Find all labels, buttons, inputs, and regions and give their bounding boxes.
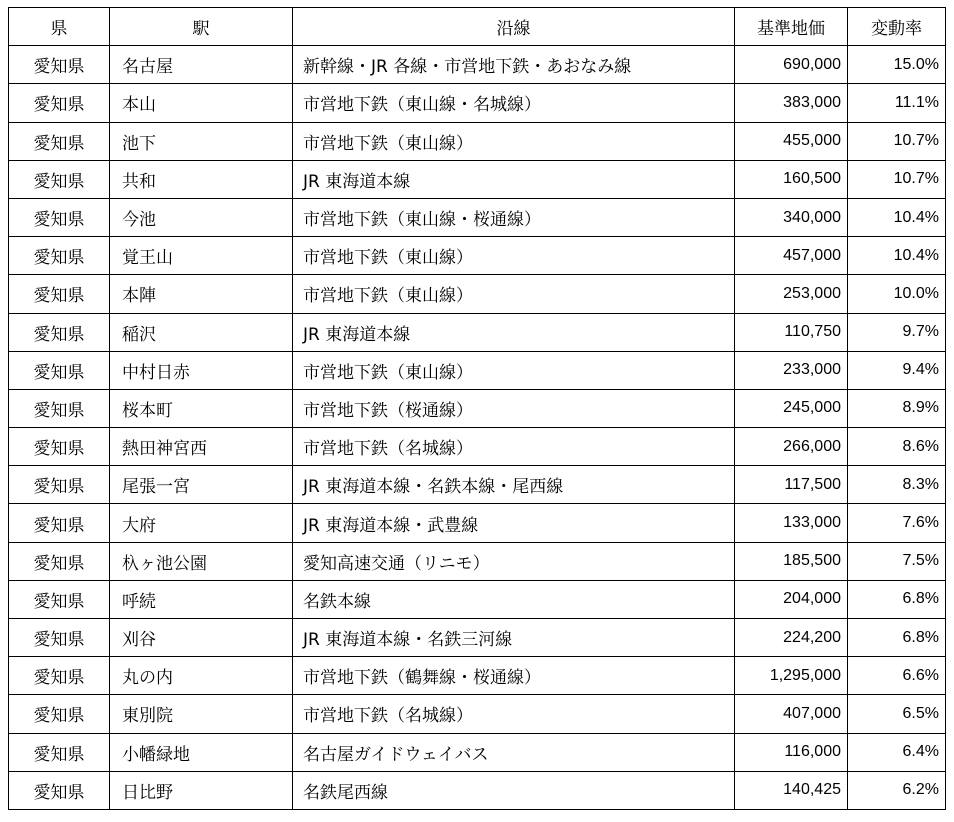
header-base-land-price: 基準地価 [735, 8, 848, 46]
cell-station: 丸の内 [110, 657, 293, 695]
cell-line: 市営地下鉄（東山線） [293, 275, 735, 313]
header-line: 沿線 [293, 8, 735, 46]
cell-line: 市営地下鉄（東山線） [293, 351, 735, 389]
cell-prefecture: 愛知県 [9, 466, 110, 504]
cell-station: 大府 [110, 504, 293, 542]
cell-station: 呼続 [110, 580, 293, 618]
cell-base-land-price: 140,425 [735, 771, 848, 809]
cell-line: JR 東海道本線 [293, 160, 735, 198]
cell-station: 小幡緑地 [110, 733, 293, 771]
cell-change-rate: 6.5% [848, 695, 946, 733]
cell-station: 杁ヶ池公園 [110, 542, 293, 580]
cell-prefecture: 愛知県 [9, 504, 110, 542]
table-row [9, 619, 946, 657]
cell-station: 共和 [110, 160, 293, 198]
cell-prefecture: 愛知県 [9, 198, 110, 236]
table-row [9, 771, 946, 809]
cell-base-land-price: 1,295,000 [735, 657, 848, 695]
header-change-rate: 変動率 [848, 8, 946, 46]
cell-base-land-price: 185,500 [735, 542, 848, 580]
cell-prefecture: 愛知県 [9, 657, 110, 695]
cell-change-rate: 8.9% [848, 389, 946, 427]
cell-base-land-price: 253,000 [735, 275, 848, 313]
cell-change-rate: 9.7% [848, 313, 946, 351]
header-station: 駅 [110, 8, 293, 46]
cell-base-land-price: 383,000 [735, 84, 848, 122]
cell-change-rate: 10.7% [848, 122, 946, 160]
cell-prefecture: 愛知県 [9, 237, 110, 275]
table-row [9, 160, 946, 198]
cell-change-rate: 8.6% [848, 428, 946, 466]
cell-prefecture: 愛知県 [9, 580, 110, 618]
cell-line: 名古屋ガイドウェイバス [293, 733, 735, 771]
cell-change-rate: 10.4% [848, 198, 946, 236]
cell-prefecture: 愛知県 [9, 351, 110, 389]
cell-prefecture: 愛知県 [9, 160, 110, 198]
header-prefecture: 県 [9, 8, 110, 46]
table-row [9, 504, 946, 542]
cell-base-land-price: 204,000 [735, 580, 848, 618]
cell-change-rate: 9.4% [848, 351, 946, 389]
cell-base-land-price: 110,750 [735, 313, 848, 351]
table-row [9, 695, 946, 733]
cell-station: 中村日赤 [110, 351, 293, 389]
cell-base-land-price: 233,000 [735, 351, 848, 389]
cell-change-rate: 7.6% [848, 504, 946, 542]
cell-station: 熱田神宮西 [110, 428, 293, 466]
table-row [9, 46, 946, 84]
cell-prefecture: 愛知県 [9, 428, 110, 466]
cell-line: 名鉄尾西線 [293, 771, 735, 809]
cell-line: 市営地下鉄（鶴舞線・桜通線） [293, 657, 735, 695]
cell-line: JR 東海道本線・名鉄三河線 [293, 619, 735, 657]
cell-prefecture: 愛知県 [9, 542, 110, 580]
cell-change-rate: 7.5% [848, 542, 946, 580]
header-row [9, 8, 946, 46]
cell-prefecture: 愛知県 [9, 275, 110, 313]
table-row [9, 122, 946, 160]
table-body [9, 46, 946, 810]
table-row [9, 389, 946, 427]
cell-base-land-price: 340,000 [735, 198, 848, 236]
cell-base-land-price: 457,000 [735, 237, 848, 275]
cell-prefecture: 愛知県 [9, 122, 110, 160]
cell-line: JR 東海道本線・名鉄本線・尾西線 [293, 466, 735, 504]
cell-prefecture: 愛知県 [9, 84, 110, 122]
cell-base-land-price: 224,200 [735, 619, 848, 657]
cell-change-rate: 11.1% [848, 84, 946, 122]
cell-prefecture: 愛知県 [9, 733, 110, 771]
cell-base-land-price: 160,500 [735, 160, 848, 198]
cell-change-rate: 6.6% [848, 657, 946, 695]
cell-base-land-price: 407,000 [735, 695, 848, 733]
cell-base-land-price: 690,000 [735, 46, 848, 84]
table-row [9, 198, 946, 236]
cell-station: 桜本町 [110, 389, 293, 427]
cell-line: JR 東海道本線・武豊線 [293, 504, 735, 542]
cell-base-land-price: 266,000 [735, 428, 848, 466]
table-row [9, 542, 946, 580]
cell-change-rate: 10.7% [848, 160, 946, 198]
cell-station: 日比野 [110, 771, 293, 809]
cell-line: 市営地下鉄（名城線） [293, 695, 735, 733]
table-row [9, 313, 946, 351]
cell-station: 覚王山 [110, 237, 293, 275]
table-row [9, 84, 946, 122]
cell-change-rate: 10.0% [848, 275, 946, 313]
cell-change-rate: 6.8% [848, 619, 946, 657]
cell-line: 市営地下鉄（東山線・桜通線） [293, 198, 735, 236]
cell-station: 今池 [110, 198, 293, 236]
cell-prefecture: 愛知県 [9, 46, 110, 84]
cell-base-land-price: 133,000 [735, 504, 848, 542]
table-row [9, 580, 946, 618]
cell-change-rate: 10.4% [848, 237, 946, 275]
cell-line: 名鉄本線 [293, 580, 735, 618]
cell-prefecture: 愛知県 [9, 619, 110, 657]
cell-change-rate: 6.8% [848, 580, 946, 618]
cell-line: 市営地下鉄（東山線・名城線） [293, 84, 735, 122]
cell-line: 新幹線・JR 各線・市営地下鉄・あおなみ線 [293, 46, 735, 84]
cell-station: 刈谷 [110, 619, 293, 657]
cell-base-land-price: 245,000 [735, 389, 848, 427]
cell-station: 本山 [110, 84, 293, 122]
cell-station: 尾張一宮 [110, 466, 293, 504]
cell-station: 本陣 [110, 275, 293, 313]
cell-line: JR 東海道本線 [293, 313, 735, 351]
table-row [9, 733, 946, 771]
table-row [9, 275, 946, 313]
cell-base-land-price: 455,000 [735, 122, 848, 160]
table-row [9, 351, 946, 389]
cell-prefecture: 愛知県 [9, 695, 110, 733]
cell-prefecture: 愛知県 [9, 313, 110, 351]
table-row [9, 657, 946, 695]
cell-change-rate: 15.0% [848, 46, 946, 84]
cell-station: 名古屋 [110, 46, 293, 84]
cell-prefecture: 愛知県 [9, 389, 110, 427]
table-row [9, 466, 946, 504]
cell-line: 愛知高速交通（リニモ） [293, 542, 735, 580]
cell-line: 市営地下鉄（東山線） [293, 237, 735, 275]
land-price-table [8, 7, 946, 810]
cell-line: 市営地下鉄（名城線） [293, 428, 735, 466]
cell-change-rate: 6.4% [848, 733, 946, 771]
cell-station: 池下 [110, 122, 293, 160]
cell-change-rate: 8.3% [848, 466, 946, 504]
cell-line: 市営地下鉄（東山線） [293, 122, 735, 160]
cell-prefecture: 愛知県 [9, 771, 110, 809]
table-row [9, 428, 946, 466]
cell-line: 市営地下鉄（桜通線） [293, 389, 735, 427]
cell-station: 稲沢 [110, 313, 293, 351]
cell-base-land-price: 117,500 [735, 466, 848, 504]
cell-change-rate: 6.2% [848, 771, 946, 809]
cell-station: 東別院 [110, 695, 293, 733]
table-row [9, 237, 946, 275]
cell-base-land-price: 116,000 [735, 733, 848, 771]
